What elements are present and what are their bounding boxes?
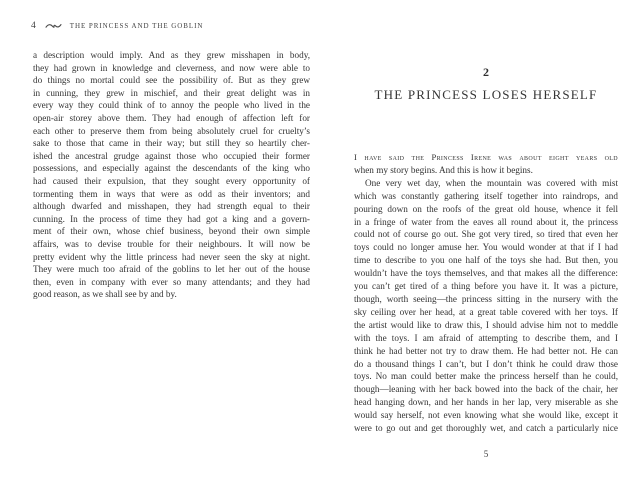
left-folio: 4 <box>31 21 36 31</box>
text-line: possessions, and especially against the descendants of the king who <box>33 163 310 174</box>
text-line: a description would imply. And as they grew misshapen in body, <box>33 50 310 60</box>
text-line: with the toys. I am afraid of attempting to describe them, and I <box>354 332 618 343</box>
right-page-text <box>354 151 618 435</box>
running-title: THE PRINCESS AND THE GOBLIN <box>69 22 204 30</box>
right-folio: 5 <box>483 449 489 459</box>
text-line: sky ceiling over her head, at a great table covered with her toys. If <box>354 306 618 317</box>
text-line: though—leaning with her back bowed into the back of the chair, her <box>354 384 618 395</box>
text-line: pretty evident why the little princess had never seen the sky at night. <box>33 251 310 262</box>
text-line: think he had better not try to draw them. He had better not. He can <box>354 345 618 356</box>
text-line: ished the ancestral grudge against those who occupied their former <box>33 150 310 161</box>
text-line: then, even in company with ever so many attendants; and they had <box>33 276 310 287</box>
text-line: ment of their own, whose chief business, beyond their own simple <box>33 226 310 237</box>
text-line: head hanging down, and her hands in her lap, very miserable as she <box>354 397 618 408</box>
text-line: although dwarfed and misshapen, they had strength equal to their <box>33 201 310 212</box>
text-line: could not of course go out. She got very tired, so tired that even her <box>354 229 618 240</box>
chapter-title: THE PRINCESS LOSES HERSELF <box>374 87 598 102</box>
text-line: which was constantly gathering itself together into raindrops, and <box>354 190 618 201</box>
text-line: in cunning, they grew in mischief, and their great delight was in <box>33 87 310 98</box>
text-line: They were much too afraid of the goblins to let her out of the house <box>33 264 310 275</box>
text-line: in a fringe of water from the eaves all round about it, the princess <box>354 216 618 227</box>
text-line: you can’t get tired of a thing before you have it. It was a picture, <box>354 281 618 292</box>
left-page-text <box>33 49 310 301</box>
text-line: every way they could think of to annoy the people who lived in the <box>33 100 310 111</box>
text-line: when my story begins. And this is how it begins. <box>354 164 533 175</box>
text-line: were to go out and get thoroughly wet, and catch a particularly nice <box>354 423 618 434</box>
running-header <box>31 20 203 32</box>
text-line: One very wet day, when the mountain was covered with mist <box>365 177 618 188</box>
text-line: sake to those that came in their way; but still they so heartily cher- <box>33 138 310 149</box>
text-line: wouldn’t have the toys themselves, and that makes all the difference: <box>354 268 618 279</box>
fleuron-icon <box>45 22 62 30</box>
chapter-number: 2 <box>483 65 489 79</box>
text-line: had caused their expulsion, that they sought every opportunity of <box>33 175 310 186</box>
text-line: do a thousand things I can’t, but I don’t think he could draw those <box>354 358 618 369</box>
text-line: do things no mortal could see the possibility of. But as they grew <box>33 75 310 86</box>
text-line: open-air storey above them. They had enough of affection left for <box>33 112 310 123</box>
text-line: pouring down on the roofs of the great old house, whence it fell <box>354 203 618 214</box>
text-line: the artist would like to draw this, I should advise him not to meddle <box>354 319 618 330</box>
text-line: affairs, was to devise trouble for their neighbours. It will now be <box>33 238 310 249</box>
text-line: would say herself, not even knowing what she would like, except it <box>354 410 618 421</box>
text-line: each other to preserve them from being absolutely cruel for cruelty’s <box>33 125 310 136</box>
text-line: cunning. In the process of time they had got a king and a govern- <box>33 213 310 224</box>
text-line: I have said the Princess Irene was about eight years old <box>354 152 618 162</box>
text-line: good reason, as we shall see by and by. <box>33 289 177 300</box>
text-line: toys could no longer amuse her. You would wonder at that if I had <box>354 242 618 253</box>
text-line: tormenting them in ways that were as odd as their inventors; and <box>33 188 310 199</box>
text-line: time to describe to you one half of the toys she had. But then, you <box>354 255 618 266</box>
text-line: they had grown in knowledge and cleverness, and now were able to <box>33 62 310 73</box>
text-line: though, worth seeing—the princess sitting in the nursery with the <box>354 293 618 304</box>
text-line: toys. No man could better make the princess herself than he could, <box>354 371 618 382</box>
